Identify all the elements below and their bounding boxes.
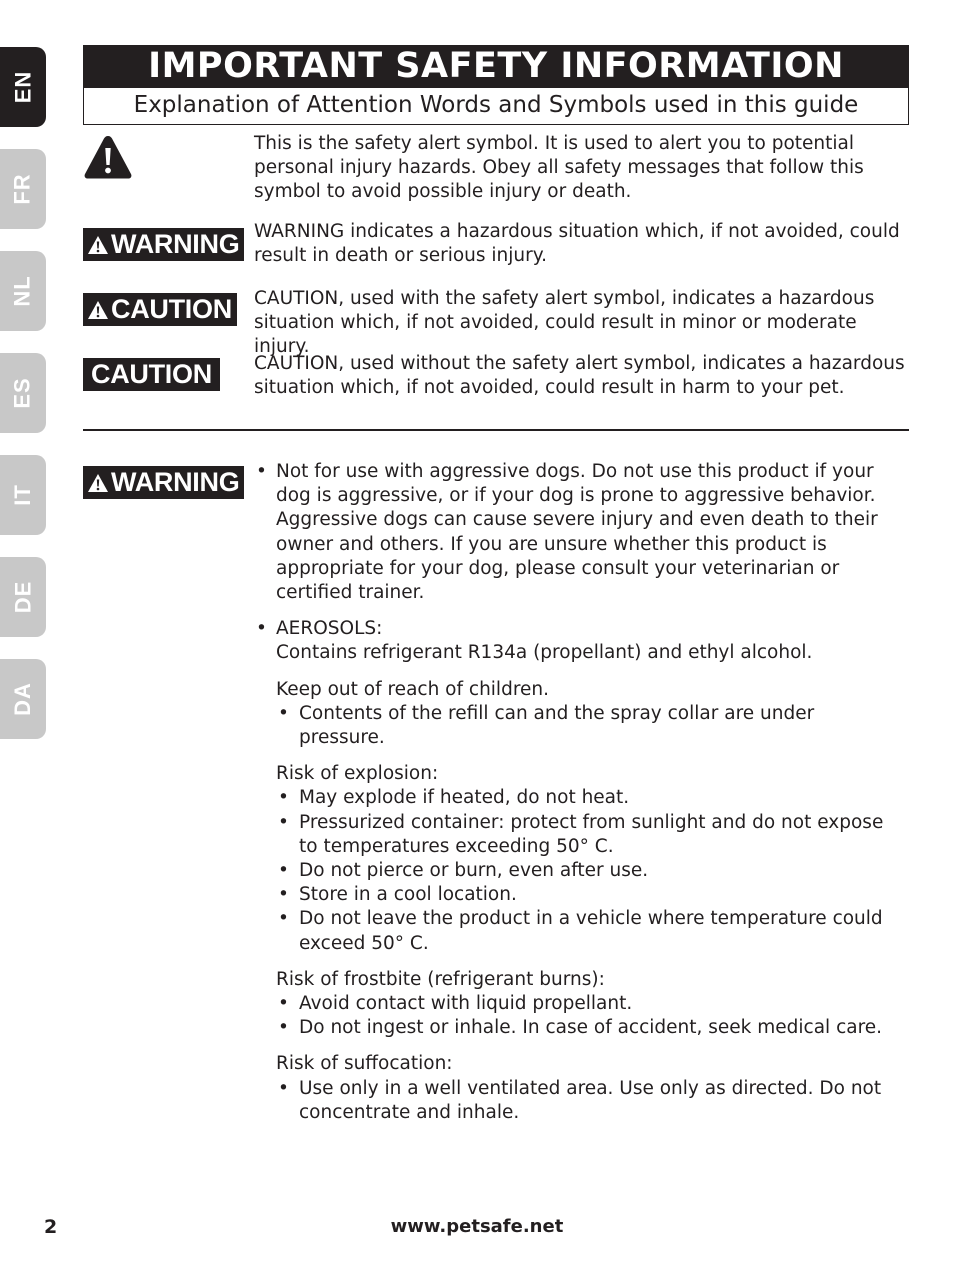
section-divider bbox=[83, 429, 909, 431]
children-heading: Keep out of reach of children. bbox=[276, 678, 550, 700]
safety-alert-triangle-icon bbox=[83, 134, 133, 184]
warning-section-badge: WARNING bbox=[83, 466, 244, 499]
list-item: • Pressurized container: protect from sunlight and do not expose to temperatures exceeding 50° C. bbox=[254, 811, 894, 859]
warning-description: WARNING indicates a hazardous situation which, if not avoided, could result in death or serious injury. bbox=[254, 221, 900, 266]
list-item: • Do not ingest or inhale. In case of accident, seek medical care. bbox=[254, 1016, 894, 1040]
list-item: • Do not leave the product in a vehicle where temperature could exceed 50° C. bbox=[254, 907, 894, 955]
list-item: • May explode if heated, do not heat. bbox=[254, 786, 894, 810]
alert-triangle-icon bbox=[87, 473, 109, 493]
page-number: 2 bbox=[44, 1216, 58, 1238]
tab-es[interactable]: ES bbox=[0, 353, 46, 433]
page-subtitle: Explanation of Attention Words and Symbols used in this guide bbox=[83, 88, 909, 125]
aerosols-contents: Contains refrigerant R134a (propellant) and ethyl alcohol. bbox=[276, 642, 813, 664]
caution-signal-badge: CAUTION bbox=[83, 293, 237, 326]
warning-section-body bbox=[254, 460, 894, 1125]
website-url[interactable]: www.petsafe.net bbox=[390, 1216, 564, 1237]
caution-with-symbol-description: CAUTION, used with the safety alert symbol, indicates a hazardous situation which, if not avoided, could result in minor or moderate injury. bbox=[254, 288, 875, 357]
page-title: IMPORTANT SAFETY INFORMATION bbox=[83, 45, 909, 88]
tab-fr[interactable]: FR bbox=[0, 149, 46, 229]
tab-en[interactable]: EN bbox=[0, 47, 46, 127]
list-item: • Use only in a well ventilated area. Use only as directed. Do not concentrate and inhale. bbox=[254, 1077, 894, 1125]
alert-triangle-icon bbox=[87, 235, 109, 255]
list-item: • Contents of the refill can and the spray collar are under pressure. bbox=[254, 702, 894, 750]
aggressive-dogs-warning: • Not for use with aggressive dogs. Do not use this product if your dog is aggressive, or if your dog is prone to aggressive behavior. Aggressive dogs can cause severe injury and even death to their owner and others. If you are unsure whether this product is appropriate for your dog, please consult your veterinarian or certified trainer. bbox=[254, 460, 894, 605]
tab-da[interactable]: DA bbox=[0, 659, 46, 739]
tab-it[interactable]: IT bbox=[0, 455, 46, 535]
frostbite-heading: Risk of frostbite (refrigerant burns): bbox=[276, 968, 605, 990]
caution-no-symbol-description: CAUTION, used without the safety alert symbol, indicates a hazardous situation which, if not avoided, could result in harm to your pet. bbox=[254, 353, 905, 398]
warning-signal-badge: WARNING bbox=[83, 228, 244, 261]
alert-symbol-description: This is the safety alert symbol. It is used to alert you to potential personal injury hazards. Obey all safety messages that follow this symbol to avoid possible injury or death. bbox=[254, 133, 864, 202]
alert-triangle-icon bbox=[87, 300, 109, 320]
caution-plain-signal-badge: CAUTION bbox=[83, 358, 220, 391]
list-item: • Avoid contact with liquid propellant. bbox=[254, 992, 894, 1016]
tab-de[interactable]: DE bbox=[0, 557, 46, 637]
list-item: • Store in a cool location. bbox=[254, 883, 894, 907]
list-item: • Do not pierce or burn, even after use. bbox=[254, 859, 894, 883]
aerosols-heading: • AEROSOLS: bbox=[254, 617, 894, 641]
tab-nl[interactable]: NL bbox=[0, 251, 46, 331]
explosion-heading: Risk of explosion: bbox=[276, 763, 439, 785]
suffocation-heading: Risk of suffocation: bbox=[276, 1053, 453, 1075]
